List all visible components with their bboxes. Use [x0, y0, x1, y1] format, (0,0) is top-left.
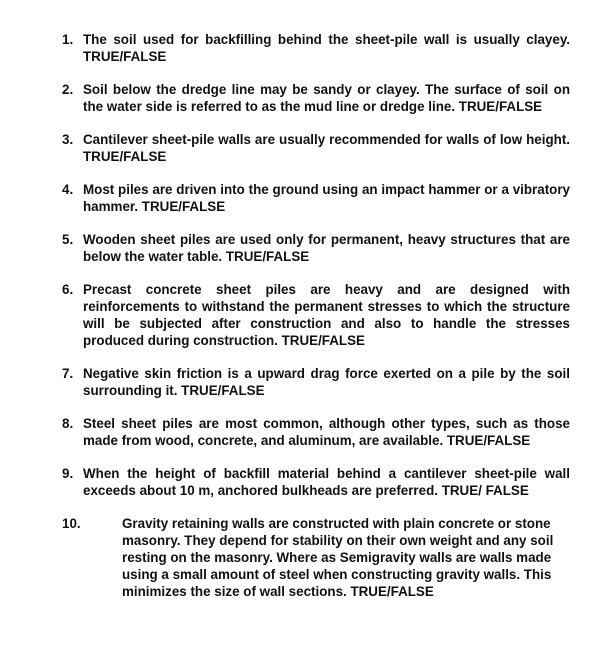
question-text: Gravity retaining walls are constructed with plain concrete or stone masonry. They depend for stability on their own weight and any soil resting on the masonry. Where as Semigravity walls are walls made using a small amount of steel when constructing gravity walls. This minimizes the size of wall sections. TRUE/FALSE [122, 516, 554, 599]
question-text: Negative skin friction is a upward drag force exerted on a pile by the soil surrounding it. TRUE/FALSE [83, 366, 570, 398]
question-text: Steel sheet piles are most common, although other types, such as those made from wood, concrete, and aluminum, are available. TRUE/FALSE [83, 416, 570, 448]
question-number: 1. [62, 32, 74, 47]
question-list [62, 31, 570, 600]
question-number: 5. [62, 232, 74, 247]
question-number: 9. [62, 466, 74, 481]
question-text: The soil used for backfilling behind the sheet-pile wall is usually clayey. TRUE/FALSE [83, 32, 570, 64]
question-item-10 [62, 515, 570, 600]
question-item-6 [62, 281, 570, 349]
question-item-5 [62, 231, 570, 265]
question-text: When the height of backfill material behind a cantilever sheet-pile wall exceeds about 10 m, anchored bulkheads are preferred. TRUE/ FALSE [83, 466, 570, 498]
question-number: 4. [62, 182, 74, 197]
question-item-3 [62, 131, 570, 165]
question-number: 7. [62, 366, 74, 381]
question-number: 2. [62, 82, 74, 97]
question-text: Precast concrete sheet piles are heavy and are designed with reinforcements to withstand the permanent stresses to which the structure will be subjected after construction and also to handle the stresses produced during construction. TRUE/FALSE [83, 282, 570, 348]
question-item-4 [62, 181, 570, 215]
question-text: Wooden sheet piles are used only for permanent, heavy structures that are below the water table. TRUE/FALSE [83, 232, 570, 264]
question-text: Soil below the dredge line may be sandy or clayey. The surface of soil on the water side is referred to as the mud line or dredge line. TRUE/FALSE [83, 82, 570, 114]
question-number: 6. [62, 282, 74, 297]
question-item-2 [62, 81, 570, 115]
question-number: 8. [62, 416, 74, 431]
question-number: 3. [62, 132, 74, 147]
question-item-1 [62, 31, 570, 65]
question-item-9 [62, 465, 570, 499]
question-item-8 [62, 415, 570, 449]
question-text: Most piles are driven into the ground using an impact hammer or a vibratory hammer. TRUE/FALSE [83, 182, 570, 214]
question-number: 10. [62, 516, 81, 531]
question-text: Cantilever sheet-pile walls are usually recommended for walls of low height. TRUE/FALSE [83, 132, 570, 164]
question-item-7 [62, 365, 570, 399]
